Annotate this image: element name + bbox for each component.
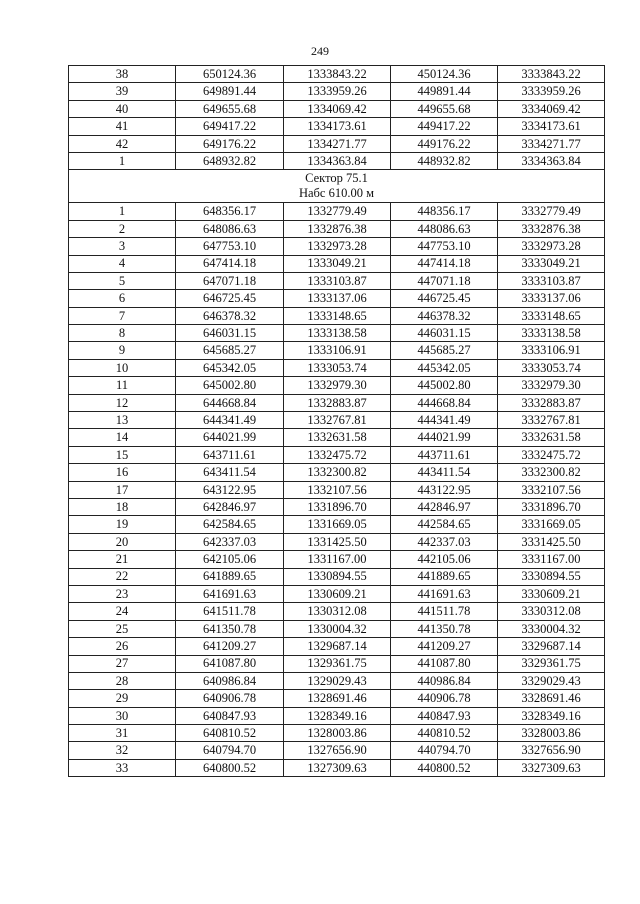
y2-coordinate-cell: 3333148.65	[498, 307, 605, 324]
y-coordinate-cell: 1332973.28	[284, 238, 391, 255]
point-number-cell: 24	[69, 603, 176, 620]
x2-coordinate-cell: 448356.17	[391, 203, 498, 220]
y2-coordinate-cell: 3330609.21	[498, 585, 605, 602]
y-coordinate-cell: 1327309.63	[284, 759, 391, 776]
x-coordinate-cell: 647414.18	[176, 255, 284, 272]
y-coordinate-cell: 1332979.30	[284, 377, 391, 394]
table-row	[69, 394, 605, 411]
x-coordinate-cell: 647071.18	[176, 272, 284, 289]
point-number-cell: 10	[69, 359, 176, 376]
x-coordinate-cell: 641889.65	[176, 568, 284, 585]
x-coordinate-cell: 641691.63	[176, 585, 284, 602]
x2-coordinate-cell: 449417.22	[391, 118, 498, 135]
point-number-cell: 25	[69, 620, 176, 637]
x2-coordinate-cell: 441511.78	[391, 603, 498, 620]
point-number-cell: 2	[69, 220, 176, 237]
x-coordinate-cell: 643711.61	[176, 446, 284, 463]
point-number-cell: 40	[69, 100, 176, 117]
table-row	[69, 620, 605, 637]
page-number: 249	[311, 44, 329, 58]
point-number-cell: 17	[69, 481, 176, 498]
y2-coordinate-cell: 3332779.49	[498, 203, 605, 220]
y-coordinate-cell: 1329029.43	[284, 672, 391, 689]
table-row	[69, 516, 605, 533]
x2-coordinate-cell: 443122.95	[391, 481, 498, 498]
x-coordinate-cell: 645342.05	[176, 359, 284, 376]
y2-coordinate-cell: 3332107.56	[498, 481, 605, 498]
x2-coordinate-cell: 440847.93	[391, 707, 498, 724]
y2-coordinate-cell: 3333106.91	[498, 342, 605, 359]
point-number-cell: 21	[69, 551, 176, 568]
x2-coordinate-cell: 440794.70	[391, 742, 498, 759]
point-number-cell: 41	[69, 118, 176, 135]
table-row	[69, 725, 605, 742]
y2-coordinate-cell: 3327309.63	[498, 759, 605, 776]
table-row	[69, 290, 605, 307]
table-row	[69, 83, 605, 100]
y2-coordinate-cell: 3333053.74	[498, 359, 605, 376]
x2-coordinate-cell: 444021.99	[391, 429, 498, 446]
x-coordinate-cell: 645685.27	[176, 342, 284, 359]
x-coordinate-cell: 649176.22	[176, 135, 284, 152]
y-coordinate-cell: 1328691.46	[284, 690, 391, 707]
x-coordinate-cell: 640847.93	[176, 707, 284, 724]
table-row	[69, 412, 605, 429]
y-coordinate-cell: 1328349.16	[284, 707, 391, 724]
table-row	[69, 135, 605, 152]
table-row	[69, 238, 605, 255]
x-coordinate-cell: 643122.95	[176, 481, 284, 498]
x-coordinate-cell: 644341.49	[176, 412, 284, 429]
y2-coordinate-cell: 3329029.43	[498, 672, 605, 689]
y-coordinate-cell: 1329361.75	[284, 655, 391, 672]
x2-coordinate-cell: 449891.44	[391, 83, 498, 100]
y2-coordinate-cell: 3332973.28	[498, 238, 605, 255]
y2-coordinate-cell: 3333137.06	[498, 290, 605, 307]
table-row	[69, 498, 605, 515]
y-coordinate-cell: 1332779.49	[284, 203, 391, 220]
y2-coordinate-cell: 3327656.90	[498, 742, 605, 759]
x2-coordinate-cell: 446031.15	[391, 325, 498, 342]
y-coordinate-cell: 1331896.70	[284, 498, 391, 515]
x-coordinate-cell: 645002.80	[176, 377, 284, 394]
table-row	[69, 533, 605, 550]
table-row	[69, 359, 605, 376]
x2-coordinate-cell: 441209.27	[391, 638, 498, 655]
y2-coordinate-cell: 3330004.32	[498, 620, 605, 637]
x2-coordinate-cell: 447753.10	[391, 238, 498, 255]
point-number-cell: 9	[69, 342, 176, 359]
point-number-cell: 27	[69, 655, 176, 672]
y-coordinate-cell: 1332876.38	[284, 220, 391, 237]
x2-coordinate-cell: 443411.54	[391, 464, 498, 481]
y-coordinate-cell: 1332631.58	[284, 429, 391, 446]
table-row	[69, 603, 605, 620]
sector-title: Сектор 75.1	[305, 171, 368, 186]
table-body-after-sector	[69, 203, 605, 777]
table-row	[69, 325, 605, 342]
x2-coordinate-cell: 442846.97	[391, 498, 498, 515]
y-coordinate-cell: 1328003.86	[284, 725, 391, 742]
y-coordinate-cell: 1330609.21	[284, 585, 391, 602]
point-number-cell: 29	[69, 690, 176, 707]
y-coordinate-cell: 1329687.14	[284, 638, 391, 655]
x2-coordinate-cell: 440800.52	[391, 759, 498, 776]
table-row	[69, 429, 605, 446]
table-body-before-sector	[69, 66, 605, 170]
y2-coordinate-cell: 3331425.50	[498, 533, 605, 550]
point-number-cell: 23	[69, 585, 176, 602]
x-coordinate-cell: 641511.78	[176, 603, 284, 620]
point-number-cell: 5	[69, 272, 176, 289]
table-row	[69, 203, 605, 220]
y-coordinate-cell: 1333049.21	[284, 255, 391, 272]
x2-coordinate-cell: 441889.65	[391, 568, 498, 585]
point-number-cell: 39	[69, 83, 176, 100]
y-coordinate-cell: 1333959.26	[284, 83, 391, 100]
x-coordinate-cell: 646378.32	[176, 307, 284, 324]
x-coordinate-cell: 642584.65	[176, 516, 284, 533]
x-coordinate-cell: 640810.52	[176, 725, 284, 742]
point-number-cell: 4	[69, 255, 176, 272]
y-coordinate-cell: 1332475.72	[284, 446, 391, 463]
x-coordinate-cell: 642846.97	[176, 498, 284, 515]
x2-coordinate-cell: 441087.80	[391, 655, 498, 672]
y-coordinate-cell: 1331669.05	[284, 516, 391, 533]
x-coordinate-cell: 649891.44	[176, 83, 284, 100]
point-number-cell: 11	[69, 377, 176, 394]
x2-coordinate-cell: 442584.65	[391, 516, 498, 533]
y2-coordinate-cell: 3328691.46	[498, 690, 605, 707]
y-coordinate-cell: 1331167.00	[284, 551, 391, 568]
x-coordinate-cell: 644021.99	[176, 429, 284, 446]
x-coordinate-cell: 646031.15	[176, 325, 284, 342]
table-row	[69, 307, 605, 324]
table-row	[69, 672, 605, 689]
point-number-cell: 16	[69, 464, 176, 481]
table-row	[69, 690, 605, 707]
x-coordinate-cell: 649417.22	[176, 118, 284, 135]
y2-coordinate-cell: 3328003.86	[498, 725, 605, 742]
y-coordinate-cell: 1330312.08	[284, 603, 391, 620]
y2-coordinate-cell: 3333103.87	[498, 272, 605, 289]
x2-coordinate-cell: 445002.80	[391, 377, 498, 394]
y-coordinate-cell: 1334173.61	[284, 118, 391, 135]
x-coordinate-cell: 640800.52	[176, 759, 284, 776]
y2-coordinate-cell: 3328349.16	[498, 707, 605, 724]
table-row	[69, 464, 605, 481]
table-row	[69, 66, 605, 83]
x2-coordinate-cell: 446725.45	[391, 290, 498, 307]
x2-coordinate-cell: 444668.84	[391, 394, 498, 411]
y2-coordinate-cell: 3333959.26	[498, 83, 605, 100]
y-coordinate-cell: 1333138.58	[284, 325, 391, 342]
x-coordinate-cell: 644668.84	[176, 394, 284, 411]
table-row	[69, 759, 605, 776]
x2-coordinate-cell: 446378.32	[391, 307, 498, 324]
point-number-cell: 26	[69, 638, 176, 655]
point-number-cell: 1	[69, 203, 176, 220]
x-coordinate-cell: 642105.06	[176, 551, 284, 568]
point-number-cell: 3	[69, 238, 176, 255]
x-coordinate-cell: 640794.70	[176, 742, 284, 759]
y2-coordinate-cell: 3334173.61	[498, 118, 605, 135]
x-coordinate-cell: 642337.03	[176, 533, 284, 550]
sector-header-row	[69, 170, 605, 203]
y2-coordinate-cell: 3332876.38	[498, 220, 605, 237]
x-coordinate-cell: 647753.10	[176, 238, 284, 255]
table-row	[69, 742, 605, 759]
sector-height: Набс 610.00 м	[298, 186, 375, 201]
y-coordinate-cell: 1327656.90	[284, 742, 391, 759]
y2-coordinate-cell: 3334069.42	[498, 100, 605, 117]
table-row	[69, 585, 605, 602]
table-row	[69, 100, 605, 117]
point-number-cell: 14	[69, 429, 176, 446]
point-number-cell: 19	[69, 516, 176, 533]
y2-coordinate-cell: 3332883.87	[498, 394, 605, 411]
y2-coordinate-cell: 3334363.84	[498, 152, 605, 169]
x2-coordinate-cell: 448932.82	[391, 152, 498, 169]
point-number-cell: 20	[69, 533, 176, 550]
point-number-cell: 12	[69, 394, 176, 411]
x2-coordinate-cell: 442337.03	[391, 533, 498, 550]
point-number-cell: 28	[69, 672, 176, 689]
y2-coordinate-cell: 3334271.77	[498, 135, 605, 152]
point-number-cell: 7	[69, 307, 176, 324]
y2-coordinate-cell: 3333843.22	[498, 66, 605, 83]
y-coordinate-cell: 1332883.87	[284, 394, 391, 411]
y2-coordinate-cell: 3330312.08	[498, 603, 605, 620]
y-coordinate-cell: 1333843.22	[284, 66, 391, 83]
y-coordinate-cell: 1333103.87	[284, 272, 391, 289]
point-number-cell: 22	[69, 568, 176, 585]
table-row	[69, 255, 605, 272]
point-number-cell: 13	[69, 412, 176, 429]
x-coordinate-cell: 648356.17	[176, 203, 284, 220]
point-number-cell: 30	[69, 707, 176, 724]
x-coordinate-cell: 646725.45	[176, 290, 284, 307]
x2-coordinate-cell: 450124.36	[391, 66, 498, 83]
y-coordinate-cell: 1331425.50	[284, 533, 391, 550]
x2-coordinate-cell: 449176.22	[391, 135, 498, 152]
y-coordinate-cell: 1332300.82	[284, 464, 391, 481]
y-coordinate-cell: 1334363.84	[284, 152, 391, 169]
y2-coordinate-cell: 3331896.70	[498, 498, 605, 515]
table-row	[69, 551, 605, 568]
y2-coordinate-cell: 3332979.30	[498, 377, 605, 394]
x2-coordinate-cell: 442105.06	[391, 551, 498, 568]
y2-coordinate-cell: 3331167.00	[498, 551, 605, 568]
y2-coordinate-cell: 3331669.05	[498, 516, 605, 533]
point-number-cell: 6	[69, 290, 176, 307]
y2-coordinate-cell: 3332475.72	[498, 446, 605, 463]
table-row	[69, 220, 605, 237]
sector-header-group	[69, 170, 605, 203]
point-number-cell: 32	[69, 742, 176, 759]
x-coordinate-cell: 641209.27	[176, 638, 284, 655]
x-coordinate-cell: 640986.84	[176, 672, 284, 689]
x2-coordinate-cell: 448086.63	[391, 220, 498, 237]
x2-coordinate-cell: 447071.18	[391, 272, 498, 289]
x2-coordinate-cell: 441691.63	[391, 585, 498, 602]
x-coordinate-cell: 641087.80	[176, 655, 284, 672]
point-number-cell: 18	[69, 498, 176, 515]
x-coordinate-cell: 643411.54	[176, 464, 284, 481]
y2-coordinate-cell: 3333049.21	[498, 255, 605, 272]
y-coordinate-cell: 1333053.74	[284, 359, 391, 376]
point-number-cell: 15	[69, 446, 176, 463]
sector-header-cell	[69, 170, 605, 203]
x2-coordinate-cell: 444341.49	[391, 412, 498, 429]
y2-coordinate-cell: 3332300.82	[498, 464, 605, 481]
x2-coordinate-cell: 445685.27	[391, 342, 498, 359]
y-coordinate-cell: 1333148.65	[284, 307, 391, 324]
y-coordinate-cell: 1330004.32	[284, 620, 391, 637]
x2-coordinate-cell: 443711.61	[391, 446, 498, 463]
y-coordinate-cell: 1334271.77	[284, 135, 391, 152]
point-number-cell: 31	[69, 725, 176, 742]
table-row	[69, 377, 605, 394]
x-coordinate-cell: 648932.82	[176, 152, 284, 169]
x2-coordinate-cell: 447414.18	[391, 255, 498, 272]
y-coordinate-cell: 1330894.55	[284, 568, 391, 585]
x2-coordinate-cell: 449655.68	[391, 100, 498, 117]
y2-coordinate-cell: 3329687.14	[498, 638, 605, 655]
x-coordinate-cell: 648086.63	[176, 220, 284, 237]
y2-coordinate-cell: 3332631.58	[498, 429, 605, 446]
x-coordinate-cell: 650124.36	[176, 66, 284, 83]
y-coordinate-cell: 1334069.42	[284, 100, 391, 117]
point-number-cell: 33	[69, 759, 176, 776]
table-row	[69, 446, 605, 463]
point-number-cell: 38	[69, 66, 176, 83]
x2-coordinate-cell: 445342.05	[391, 359, 498, 376]
table-row	[69, 481, 605, 498]
x2-coordinate-cell: 440906.78	[391, 690, 498, 707]
table-row	[69, 152, 605, 169]
table-row	[69, 707, 605, 724]
table-row	[69, 568, 605, 585]
coordinates-table	[68, 65, 605, 777]
y2-coordinate-cell: 3330894.55	[498, 568, 605, 585]
table-row	[69, 342, 605, 359]
y-coordinate-cell: 1333106.91	[284, 342, 391, 359]
y2-coordinate-cell: 3332767.81	[498, 412, 605, 429]
x-coordinate-cell: 640906.78	[176, 690, 284, 707]
x2-coordinate-cell: 440810.52	[391, 725, 498, 742]
y2-coordinate-cell: 3333138.58	[498, 325, 605, 342]
x-coordinate-cell: 641350.78	[176, 620, 284, 637]
table-row	[69, 118, 605, 135]
point-number-cell: 8	[69, 325, 176, 342]
table-row	[69, 272, 605, 289]
y2-coordinate-cell: 3329361.75	[498, 655, 605, 672]
x2-coordinate-cell: 440986.84	[391, 672, 498, 689]
point-number-cell: 42	[69, 135, 176, 152]
y-coordinate-cell: 1332767.81	[284, 412, 391, 429]
y-coordinate-cell: 1332107.56	[284, 481, 391, 498]
point-number-cell: 1	[69, 152, 176, 169]
table-row	[69, 655, 605, 672]
x2-coordinate-cell: 441350.78	[391, 620, 498, 637]
table-row	[69, 638, 605, 655]
y-coordinate-cell: 1333137.06	[284, 290, 391, 307]
x-coordinate-cell: 649655.68	[176, 100, 284, 117]
